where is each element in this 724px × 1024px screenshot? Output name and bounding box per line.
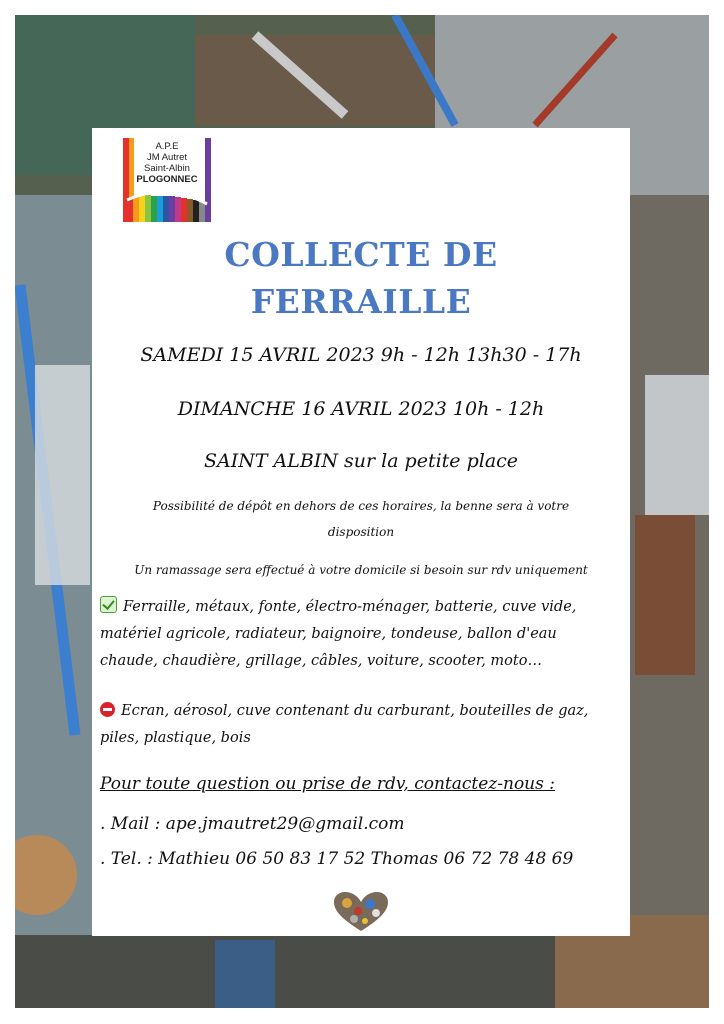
logo-line-4: PLOGONNEC	[136, 174, 198, 185]
accepted-items	[100, 594, 624, 675]
checkmark-icon	[100, 596, 117, 613]
logo-line-1: A.P.E	[155, 141, 179, 152]
contact-mail: . Mail : ape.jmautret29@gmail.com	[100, 814, 405, 834]
contact-phone: . Tel. : Mathieu 06 50 83 17 52 Thomas 06 72 78 48 69	[100, 849, 574, 869]
accepted-line-2: matériel agricole, radiateur, baignoire, tondeuse, ballon d'eau	[100, 626, 557, 642]
accepted-line-1: Ferraille, métaux, fonte, électro-ménager, batterie, cuve vide,	[123, 599, 577, 615]
flyer-card	[92, 128, 630, 936]
page-title-line-1: COLLECTE DE	[224, 235, 498, 274]
ape-logo	[123, 138, 211, 222]
page-title-line-2: FERRAILLE	[250, 282, 472, 321]
accepted-line-3: chaude, chaudière, grillage, câbles, voiture, scooter, moto…	[100, 653, 542, 669]
saturday-schedule: SAMEDI 15 AVRIL 2023 9h - 12h 13h30 - 17h	[140, 344, 582, 366]
sunday-schedule: DIMANCHE 16 AVRIL 2023 10h - 12h	[177, 398, 545, 420]
logo-line-3: Saint-Albin	[144, 163, 190, 174]
collection-place: SAINT ALBIN sur la petite place	[203, 450, 519, 472]
logo-line-2: JM Autret	[146, 152, 188, 163]
contact-heading: Pour toute question ou prise de rdv, contactez-nous :	[100, 774, 555, 794]
deposit-note-line-1: Possibilité de dépôt en dehors de ces horaires, la benne sera à votre	[152, 499, 570, 513]
no-entry-icon	[100, 702, 115, 717]
deposit-note-line-2: disposition	[327, 525, 395, 539]
pickup-note: Un ramassage sera effectué à votre domicile si besoin sur rdv uniquement	[134, 563, 588, 577]
refused-items	[100, 698, 624, 752]
refused-line-1: Ecran, aérosol, cuve contenant du carburant, bouteilles de gaz,	[121, 703, 589, 719]
heart-of-scrap-icon	[332, 891, 390, 933]
refused-line-2: piles, plastique, bois	[100, 730, 251, 746]
